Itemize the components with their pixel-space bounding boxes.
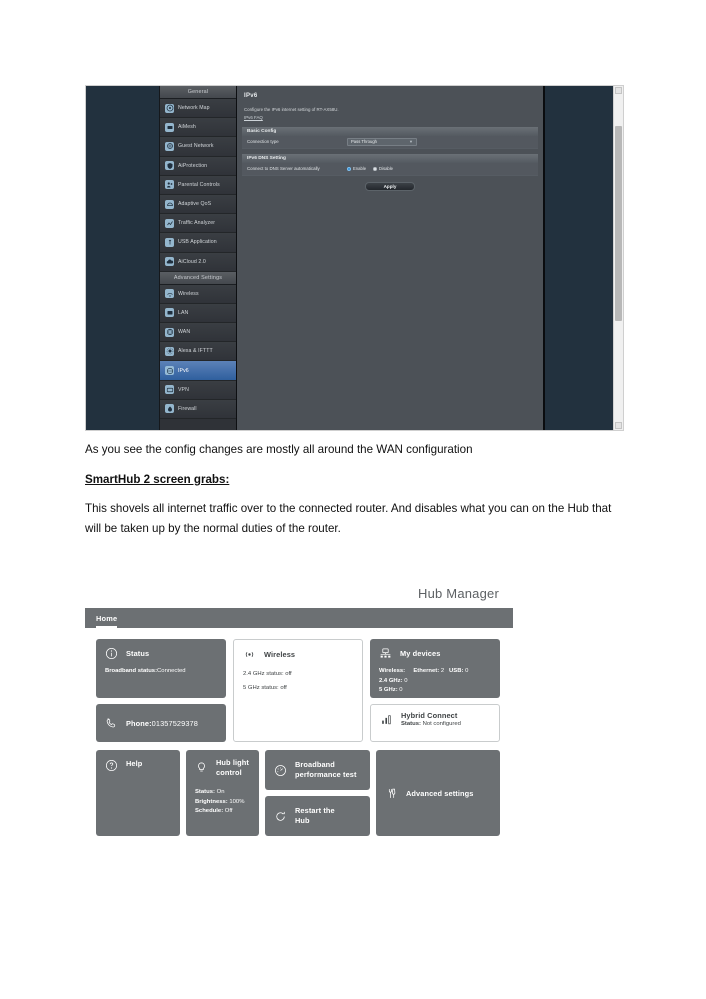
hub-light-title-line1: Hub light — [216, 758, 249, 767]
router-page-right-background — [543, 86, 613, 430]
connection-type-select[interactable] — [347, 138, 417, 146]
sidebar-item-wan[interactable] — [160, 323, 236, 342]
sidebar-item-guest-network[interactable] — [160, 137, 236, 156]
wifi-icon — [243, 648, 256, 661]
card-hub-light-body — [186, 778, 259, 817]
card-broadband-test-header — [265, 750, 370, 790]
restart-hub-line1: Restart the — [295, 806, 335, 816]
card-my-devices-header — [370, 639, 500, 660]
hub-light-schedule-label: Schedule: — [195, 808, 224, 815]
card-restart-hub-title — [295, 806, 335, 826]
router-page-title: IPv6 — [244, 93, 258, 99]
devices-24-value: 0 — [404, 677, 408, 684]
router-page-description — [237, 99, 543, 122]
card-status-body — [96, 660, 226, 677]
sidebar-item-traffic-analyzer[interactable] — [160, 214, 236, 233]
card-help-header — [96, 750, 180, 772]
paragraph-shovels-traffic: This shovels all internet traffic over to the connected router. And disables what you can on the Hub that will be taken up by the normal duties of the router. — [85, 502, 612, 536]
radio-enable-label: Enable — [353, 166, 367, 172]
ipv6-icon — [165, 366, 174, 375]
card-my-devices-title: My devices — [400, 649, 441, 658]
tools-icon — [385, 787, 398, 800]
traffic-analyzer-icon — [165, 219, 174, 228]
restart-hub-line2: Hub — [295, 816, 310, 825]
card-hybrid-connect-text — [401, 711, 461, 729]
aimesh-icon — [165, 123, 174, 132]
sidebar-item-label: Firewall — [178, 405, 197, 412]
vertical-scrollbar[interactable] — [613, 86, 623, 430]
paragraph-wan-config: As you see the config changes are mostly all around the WAN configuration — [85, 443, 473, 456]
hub-manager-card-grid — [85, 628, 513, 825]
phone-icon — [105, 717, 118, 730]
phone-number: 01357529378 — [151, 718, 198, 728]
card-phone[interactable] — [96, 704, 226, 742]
broadband-test-line2: performance test — [295, 770, 357, 779]
hybrid-status-label: Status: — [401, 720, 421, 727]
hub-manager-screenshot — [85, 578, 513, 856]
sidebar-item-network-map[interactable] — [160, 99, 236, 118]
devices-5-value: 0 — [399, 687, 403, 694]
section-header-ipv6-dns: IPv6 DNS Setting — [242, 154, 538, 163]
broadband-status-label: Broadband status: — [105, 668, 158, 674]
scrollbar-thumb[interactable] — [615, 126, 622, 321]
chevron-down-icon: ▼ — [409, 139, 413, 145]
row-connection-type — [242, 136, 538, 149]
card-hub-light-title — [216, 758, 249, 778]
alexa-ifttt-icon — [165, 347, 174, 356]
router-main-panel — [237, 86, 543, 430]
sidebar-item-aicloud[interactable] — [160, 253, 236, 272]
card-broadband-test-title — [295, 760, 357, 780]
broadband-status-value: Connected — [157, 668, 186, 674]
radio-selected-icon — [347, 167, 351, 171]
devices-5-label: 5 GHz: — [379, 687, 398, 694]
hub-light-schedule-value: Off — [224, 808, 233, 815]
shield-icon — [165, 161, 174, 170]
sidebar-item-aimesh[interactable] — [160, 118, 236, 137]
sidebar-item-alexa-ifttt[interactable] — [160, 342, 236, 361]
card-phone-text — [126, 719, 198, 728]
devices-ethernet-label: Ethernet: — [413, 668, 440, 674]
heading-smarthub-grabs: SmartHub 2 screen grabs: — [85, 473, 230, 486]
card-advanced-settings[interactable] — [376, 750, 500, 836]
refresh-icon — [274, 810, 287, 823]
sidebar-item-label: WAN — [178, 329, 191, 336]
broadband-test-line1: Broadband — [295, 760, 335, 770]
card-hub-light-control[interactable] — [186, 750, 259, 836]
vpn-icon — [165, 385, 174, 394]
network-map-icon — [165, 104, 174, 113]
scroll-down-arrow-icon[interactable] — [615, 422, 622, 429]
section-header-basic-config: Basic Config — [242, 127, 538, 136]
sidebar-item-label: USB Application — [178, 239, 217, 246]
row-dns-auto — [242, 163, 538, 176]
wan-icon — [165, 328, 174, 337]
sidebar-item-aiprotection[interactable] — [160, 157, 236, 176]
devices-icon — [379, 647, 392, 660]
hub-manager-tabbar — [85, 608, 513, 628]
sidebar-item-label: Parental Controls — [178, 181, 220, 188]
radio-disable[interactable] — [373, 166, 393, 171]
sidebar-item-label: Network Map — [178, 105, 210, 112]
sidebar-item-adaptive-qos[interactable] — [160, 195, 236, 214]
card-restart-hub-header — [265, 796, 370, 836]
card-advanced-settings-title: Advanced settings — [406, 788, 474, 798]
sidebar-item-label: Traffic Analyzer — [178, 220, 216, 227]
sidebar-item-label: Adaptive QoS — [178, 201, 212, 208]
sidebar-item-label: Guest Network — [178, 143, 214, 150]
hub-light-title-line2: control — [216, 767, 242, 777]
card-my-devices[interactable] — [370, 639, 500, 698]
radio-enable[interactable] — [347, 166, 366, 171]
card-status-title: Status — [126, 649, 150, 658]
hub-light-brightness-label: Brightness: — [195, 798, 228, 805]
sidebar-item-parental-controls[interactable] — [160, 176, 236, 195]
wireless-icon — [165, 289, 174, 298]
apply-button-row — [237, 182, 543, 191]
hub-light-brightness-value: 100% — [229, 798, 245, 805]
sidebar-item-wireless[interactable] — [160, 285, 236, 304]
card-status[interactable] — [96, 639, 226, 698]
speedometer-icon — [274, 764, 287, 777]
radio-unselected-icon — [373, 167, 377, 171]
card-broadband-performance-test[interactable] — [265, 750, 370, 790]
dns-auto-label: Connect to DNS Server automatically — [247, 166, 320, 172]
devices-24-label: 2.4 GHz: — [379, 677, 403, 684]
sidebar-item-usb-application[interactable] — [160, 233, 236, 252]
wireless-5-label: 5 GHz status: — [243, 684, 279, 691]
card-hybrid-connect-header — [371, 705, 499, 729]
description-text: Configure the IPv6 internet setting of RT-AX58U. — [244, 107, 339, 112]
lightbulb-icon — [195, 761, 208, 774]
card-wireless-title: Wireless — [264, 650, 296, 659]
card-wireless-header — [234, 640, 362, 661]
lan-icon — [165, 308, 174, 317]
devices-ethernet-value: 2 — [440, 668, 445, 674]
hub-manager-brand: Hub Manager — [418, 585, 499, 601]
tab-home[interactable]: Home — [96, 614, 117, 628]
hub-light-status-value: On — [216, 788, 225, 795]
sidebar-item-vpn[interactable] — [160, 381, 236, 400]
devices-usb-value: 0 — [465, 668, 469, 674]
sidebar-item-label: AiCloud 2.0 — [178, 258, 206, 265]
card-advanced-settings-header — [376, 750, 500, 836]
card-hybrid-connect-title: Hybrid Connect — [401, 711, 458, 720]
hybrid-status-value: Not configured — [422, 720, 461, 727]
guest-network-icon — [165, 142, 174, 151]
card-hub-light-header — [186, 750, 259, 778]
card-phone-header — [96, 704, 226, 742]
devices-wireless-label: Wireless: — [379, 668, 406, 674]
wireless-24-label: 2.4 GHz status: — [243, 671, 284, 677]
sidebar-item-lan[interactable] — [160, 304, 236, 323]
hub-manager-header — [85, 578, 513, 608]
sidebar-item-label: IPv6 — [178, 367, 189, 374]
card-wireless[interactable] — [233, 639, 363, 742]
sidebar-item-firewall[interactable] — [160, 400, 236, 419]
hub-light-status-label: Status: — [195, 788, 215, 795]
sidebar-item-label: Wireless — [178, 290, 199, 297]
sidebar-group-general: General — [160, 86, 236, 99]
connection-type-label: Connection type — [247, 139, 279, 145]
phone-label: Phone: — [126, 718, 152, 728]
dns-auto-radio-group — [347, 166, 393, 171]
devices-usb-label: USB: — [449, 668, 464, 674]
card-my-devices-body — [370, 660, 500, 696]
sidebar-item-label: Alexa & IFTTT — [178, 348, 213, 355]
sidebar-group-advanced: Advanced Settings — [160, 272, 236, 285]
sidebar-item-label: AiMesh — [178, 124, 196, 131]
card-wireless-body — [234, 661, 362, 695]
card-hybrid-connect[interactable] — [370, 704, 500, 742]
apply-button[interactable]: Apply — [365, 182, 415, 191]
sidebar-item-label: LAN — [178, 309, 189, 316]
router-page-left-background — [86, 86, 159, 430]
ipv6-faq-link[interactable]: IPv6 FAQ — [244, 114, 263, 120]
signal-bars-icon — [380, 713, 393, 726]
card-help-title: Help — [126, 759, 143, 768]
usb-application-icon — [165, 238, 174, 247]
asus-router-screenshot — [85, 85, 624, 431]
scroll-up-arrow-icon[interactable] — [615, 87, 622, 94]
sidebar-item-label: VPN — [178, 386, 189, 393]
radio-disable-label: Disable — [379, 166, 394, 172]
connection-type-value: Pass Through — [351, 139, 377, 145]
router-sidebar — [159, 86, 237, 430]
sidebar-item-label: AiProtection — [178, 162, 208, 169]
parental-controls-icon — [165, 180, 174, 189]
wireless-5-value: off — [280, 684, 287, 691]
info-icon — [105, 647, 118, 660]
wireless-24-value: off — [285, 671, 292, 677]
card-restart-hub[interactable] — [265, 796, 370, 836]
card-status-header — [96, 639, 226, 660]
firewall-icon — [165, 404, 174, 413]
question-mark-icon — [105, 759, 118, 772]
cloud-icon — [165, 257, 174, 266]
sidebar-item-ipv6[interactable] — [160, 361, 236, 380]
card-help[interactable] — [96, 750, 180, 836]
adaptive-qos-icon — [165, 200, 174, 209]
